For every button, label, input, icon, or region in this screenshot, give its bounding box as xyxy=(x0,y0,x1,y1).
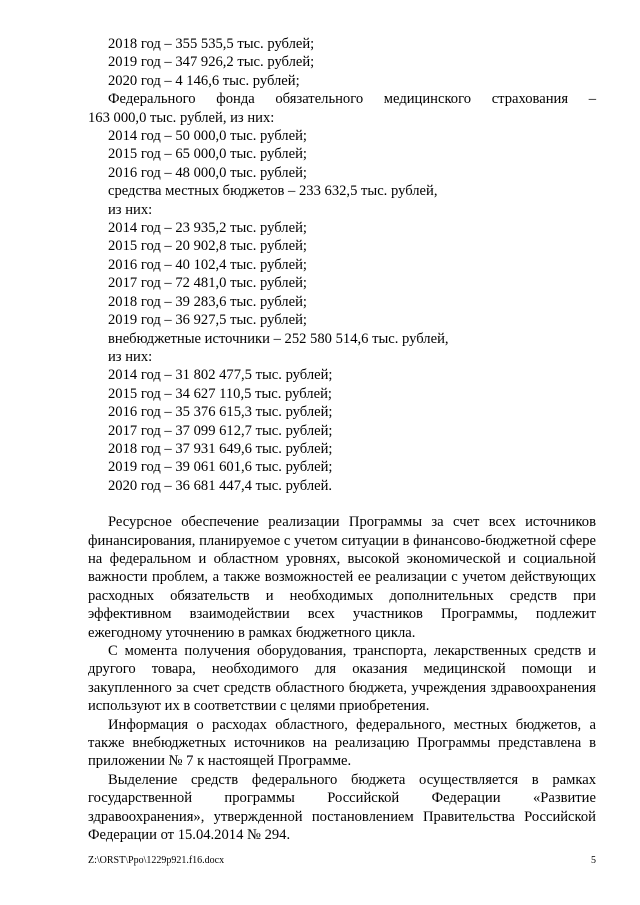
fund-heading-line xyxy=(88,90,596,108)
word: программы xyxy=(224,790,295,807)
file-path-label: Z:\ORST\Ppo\1229p921.f16.docx xyxy=(88,855,225,866)
page-number: 5 xyxy=(591,855,596,866)
text-line: из них: xyxy=(108,348,153,365)
text-line: 2019 год – 36 927,5 тыс. рублей; xyxy=(108,312,307,329)
text-line: 2020 год – 4 146,6 тыс. рублей; xyxy=(108,72,300,89)
word: медицинского xyxy=(383,91,472,108)
text-line: 2018 год – 39 283,6 тыс. рублей; xyxy=(108,293,307,310)
text-line: 2016 год – 48 000,0 тыс. рублей; xyxy=(108,164,307,181)
text-line: внебюджетные источники – 252 580 514,6 тыс. рублей, xyxy=(108,330,449,347)
text-line: Выделение средств федерального бюджета осуществляется в рамках xyxy=(108,771,596,788)
paragraph-equipment-usage: С момента получения оборудования, транспорта, лекарственных средств и другого товара, необходимого для оказания медицинской помощи и закупленного за счет средств областного бюджета, учреждения здравоохранения используют их в соответствии с целями приобретения. xyxy=(88,643,596,715)
word: Российской xyxy=(327,790,400,807)
text-line: 2020 год – 36 681 447,4 тыс. рублей. xyxy=(108,477,333,494)
text-line: 2015 год – 20 902,8 тыс. рублей; xyxy=(108,238,307,255)
text-line: 2017 год – 37 099 612,7 тыс. рублей; xyxy=(108,422,333,439)
page-footer xyxy=(88,855,596,866)
text-line: 2015 год – 65 000,0 тыс. рублей; xyxy=(108,146,307,163)
text-line: здравоохранения», утвержденной постановлением Правительства Российской xyxy=(88,808,596,825)
text-line: 2015 год – 34 627 110,5 тыс. рублей; xyxy=(108,385,332,402)
word: страхования xyxy=(491,91,569,108)
text-line: 2016 год – 35 376 615,3 тыс. рублей; xyxy=(108,404,333,421)
paragraph-resource-provision: Ресурсное обеспечение реализации Программы за счет всех источников финансирования, планируемое с учетом ситуации в финансово-бюджетной сфере на федеральном и областном уровнях, высокой экономической и социальной важности проблем, а также возможностей ее реализации с учетом действующих расходных обязательств и необходимых дополнительных средств при эффективном взаимодействии всех участников Программы, подлежит ежегодному уточнению в рамках бюджетного цикла. xyxy=(88,514,596,641)
document-body xyxy=(88,35,596,844)
text-line: Федерации от 15.04.2014 № 294. xyxy=(88,827,291,844)
text-line: 2017 год – 72 481,0 тыс. рублей; xyxy=(108,275,307,292)
text-line: 2014 год – 23 935,2 тыс. рублей; xyxy=(108,220,307,237)
text-line: 2014 год – 50 000,0 тыс. рублей; xyxy=(108,128,307,145)
paragraph-spacer xyxy=(88,495,596,513)
word: Федерации xyxy=(431,790,501,807)
word: государственной xyxy=(88,790,193,807)
text-line: 2016 год – 40 102,4 тыс. рублей; xyxy=(108,256,307,273)
text-line: 2019 год – 39 061 601,6 тыс. рублей; xyxy=(108,459,333,476)
text-line: 2018 год – 37 931 649,6 тыс. рублей; xyxy=(108,440,333,457)
text-line: 2019 год – 347 926,2 тыс. рублей; xyxy=(108,54,315,71)
word: фонда xyxy=(216,91,255,108)
word: «Развитие xyxy=(532,790,596,807)
paragraph-expense-info: Информация о расходах областного, федерального, местных бюджетов, а также внебюджетных источников на реализацию Программы представлена в приложении № 7 к настоящей Программе. xyxy=(88,716,596,770)
text-line xyxy=(88,789,596,807)
paragraph-federal-funding xyxy=(88,771,596,845)
word: Федерального xyxy=(108,91,196,108)
text-line: 2018 год – 355 535,5 тыс. рублей; xyxy=(108,36,315,52)
text-line: из них: xyxy=(108,201,153,218)
word: – xyxy=(588,91,596,108)
text-line: средства местных бюджетов – 233 632,5 тыс. рублей, xyxy=(108,183,438,200)
text-line: 2014 год – 31 802 477,5 тыс. рублей; xyxy=(108,367,333,384)
word: обязательного xyxy=(275,91,364,108)
text-line: 163 000,0 тыс. рублей, из них: xyxy=(88,109,275,126)
